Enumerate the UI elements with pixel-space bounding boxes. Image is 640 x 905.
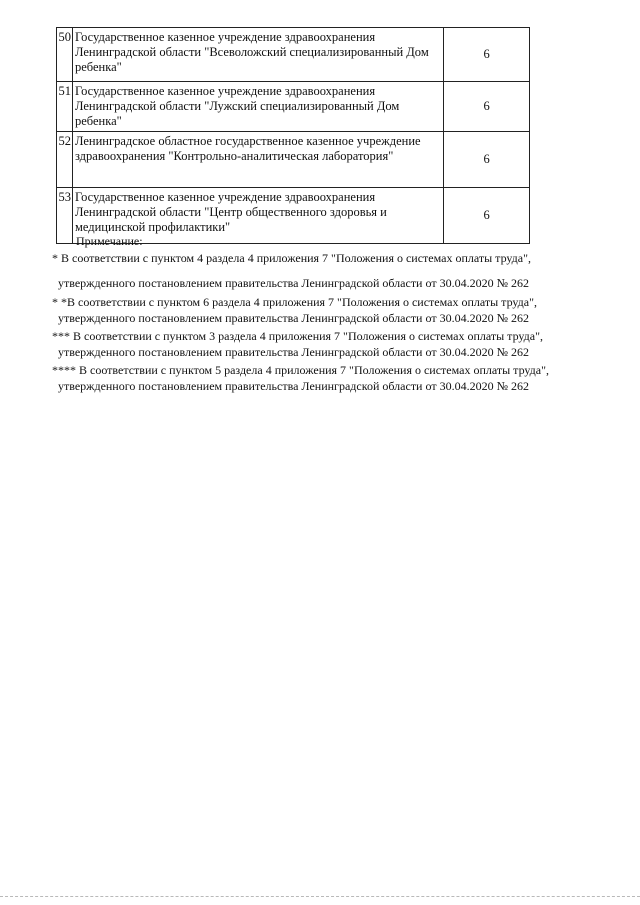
note-item [52,362,592,394]
institutions-table [56,27,530,244]
note-reference: утвержденного постановлением правительства Ленинградской области от 30.04.2020 № 262 [58,379,530,393]
note-text: * В соответствии с пунктом 4 раздела 4 приложения 7 "Положения о системах оплаты труда", [52,251,531,265]
note-text: *** В соответствии с пунктом 3 раздела 4 приложения 7 "Положения о системах оплаты труда", [52,329,543,343]
institution-name: Ленинградское областное государственное казенное учреждение здравоохранения "Контрольно-аналитическая лаборатория" [72,132,443,188]
row-number: 53 [57,188,73,244]
note-reference: утвержденного постановлением правительства Ленинградской области от 30.04.2020 № 262 [58,311,530,325]
note-text: **** В соответствии с пунктом 5 раздела 4 приложения 7 "Положения о системах оплаты труда", [52,363,549,377]
note-item [52,328,592,360]
row-number: 52 [57,132,73,188]
row-value: 6 [444,82,530,132]
note-text: * *В соответствии с пунктом 6 раздела 4 приложения 7 "Положения о системах оплаты труда", [52,295,537,309]
institution-name: Государственное казенное учреждение здравоохранения Ленинградской области "Лужский специализированный Дом ребенка" [72,82,443,132]
table-row [57,28,530,82]
note-reference: утвержденного постановлением правительства Ленинградской области от 30.04.2020 № 262 [58,276,530,290]
institution-name: Государственное казенное учреждение здравоохранения Ленинградской области "Всеволожский специализированный Дом ребенка" [72,28,443,82]
note-reference: утвержденного постановлением правительства Ленинградской области от 30.04.2020 № 262 [58,345,530,359]
row-number: 51 [57,82,73,132]
row-value: 6 [444,188,530,244]
notes-section [52,233,592,394]
notes-title: Примечание: [76,234,143,248]
institution-name: Государственное казенное учреждение здравоохранения Ленинградской области "Центр общественного здоровья и медицинской профилактики" [72,188,443,244]
page-bottom-rule [0,896,640,897]
row-number: 50 [57,28,73,82]
row-value: 6 [444,28,530,82]
note-item [52,250,592,291]
table-row [57,82,530,132]
table-row [57,132,530,188]
row-value: 6 [444,132,530,188]
note-item [52,294,592,326]
